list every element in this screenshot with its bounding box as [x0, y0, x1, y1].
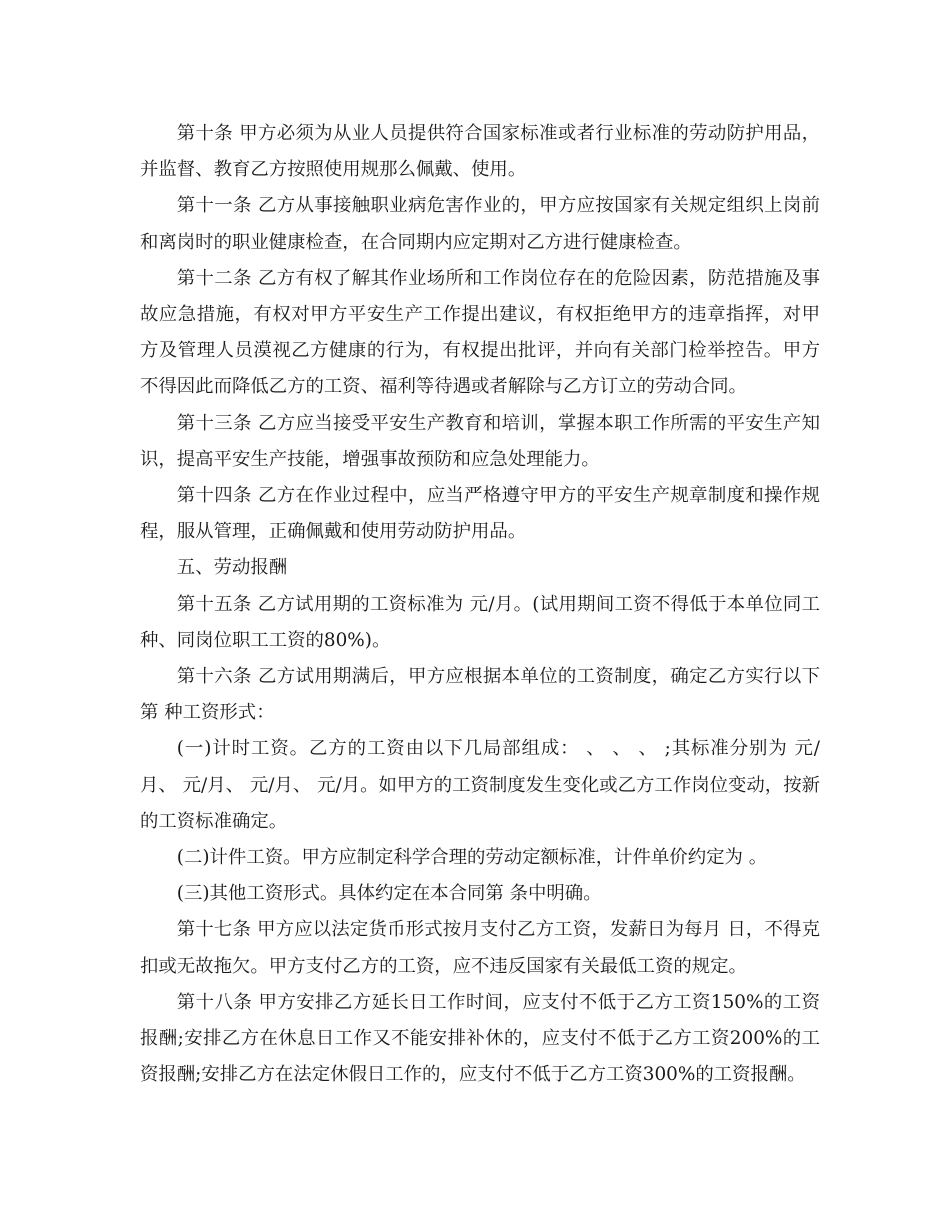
item-1-time-wage-paragraph: (一)计时工资。乙方的工资由以下几局部组成： 、 、 、 ;其标准分别为 元/月、 元/月、 元/月、 元/月。如甲方的工资制度发生变化或乙方工作岗位变动，按新的工资标准确定。 [140, 738, 820, 832]
article-14-paragraph: 第十四条 乙方在作业过程中，应当严格遵守甲方的平安生产规章制度和操作规程，服从管理，正确佩戴和使用劳动防护用品。 [140, 485, 820, 543]
article-11-paragraph: 第十一条 乙方从事接触职业病危害作业的，甲方应按国家有关规定组织上岗前和离岗时的职业健康检查，在合同期内应定期对乙方进行健康检查。 [140, 195, 820, 253]
section-heading-labor-remuneration: 五、劳动报酬 [176, 557, 288, 579]
item-3-other-wage-paragraph: (三)其他工资形式。具体约定在本合同第 条中明确。 [176, 883, 602, 905]
article-17-paragraph: 第十七条 甲方应以法定货币形式按月支付乙方工资，发薪日为每月 日，不得克扣或无故拖欠。甲方支付乙方的工资，应不违反国家有关最低工资的规定。 [140, 919, 820, 977]
article-13-paragraph: 第十三条 乙方应当接受平安生产教育和培训，掌握本职工作所需的平安生产知识，提高平安生产技能，增强事故预防和应急处理能力。 [140, 412, 820, 470]
article-16-paragraph: 第十六条 乙方试用期满后，甲方应根据本单位的工资制度，确定乙方实行以下第 种工资形式： [140, 666, 820, 724]
article-12-paragraph: 第十二条 乙方有权了解其作业场所和工作岗位存在的危险因素，防范措施及事故应急措施，有权对甲方平安生产工作提出建议，有权拒绝甲方的违章指挥，对甲方及管理人员漠视乙方健康的行为，有权提出批评，并向有关部门检举控告。甲方不得因此而降低乙方的工资、福利等待遇或者解除与乙方订立的劳动合同。 [140, 267, 820, 398]
article-10-paragraph: 第十条 甲方必须为从业人员提供符合国家标准或者行业标准的劳动防护用品，并监督、教育乙方按照使用规那么佩戴、使用。 [140, 123, 820, 181]
item-2-piece-wage-paragraph: (二)计件工资。甲方应制定科学合理的劳动定额标准，计件单价约定为 。 [176, 847, 768, 869]
document-body [140, 116, 820, 1093]
article-15-paragraph: 第十五条 乙方试用期的工资标准为 元/月。(试用期间工资不得低于本单位同工种、同岗位职工工资的80%)。 [140, 593, 820, 651]
article-18-paragraph: 第十八条 甲方安排乙方延长日工作时间，应支付不低于乙方工资150%的工资报酬;安排乙方在休息日工作又不能安排补休的，应支付不低于乙方工资200%的工资报酬;安排乙方在法定休假日工作的，应支付不低于乙方工资300%的工资报酬。 [140, 991, 820, 1086]
